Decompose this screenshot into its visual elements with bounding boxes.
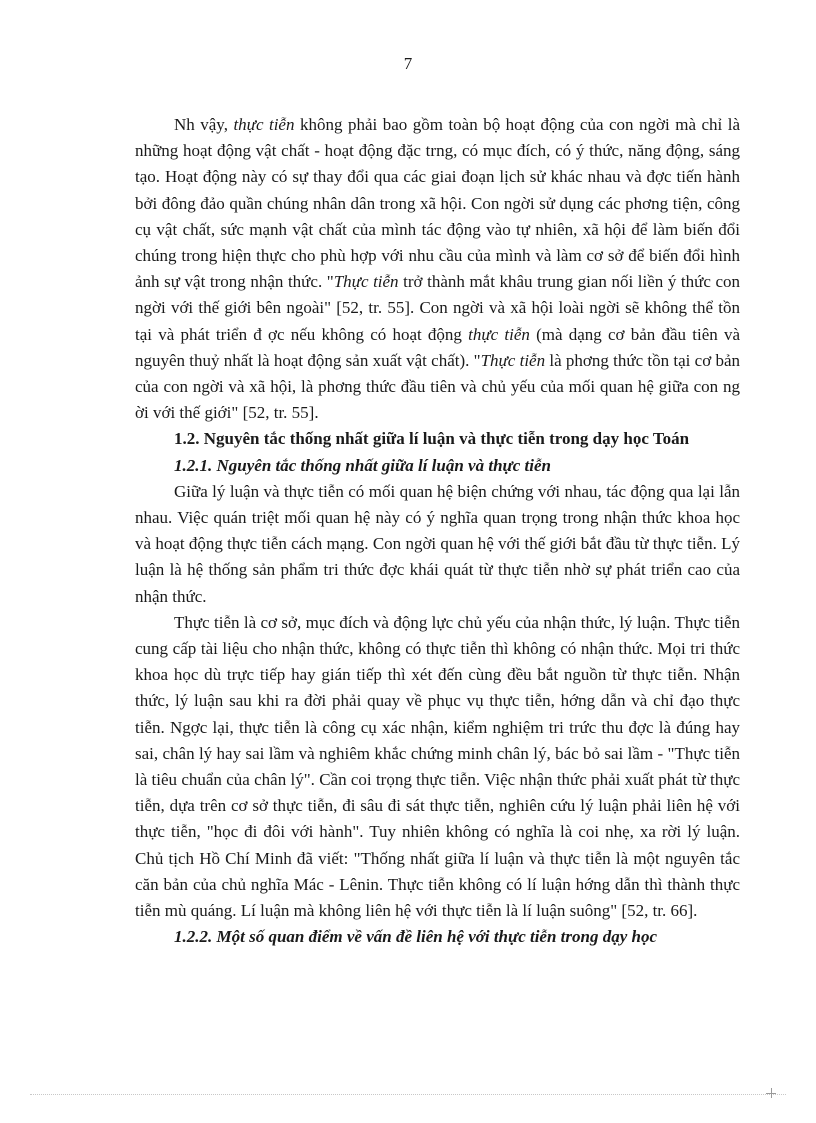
crop-mark-icon — [766, 1088, 776, 1098]
page-bottom-rule — [30, 1094, 786, 1095]
paragraph-practice-definition: Nh vậy, thực tiễn không phải bao gồm toàn bộ hoạt động của con ngời mà chỉ là những hoạt động vật chất - hoạt động đặc trng, có mục đích, có ý thức, năng động, sáng tạo. Hoạt động này có sự thay đổi qua các giai đoạn lịch sử khác nhau và đợc tiến hành bởi đông đảo quần chúng nhân dân trong xã hội. Con ngời sử dụng các phơng tiện, công cụ vật chất, sức mạnh vật chất của mình tác động vào tự nhiên, xã hội để làm biến đổi chúng trong hiện thực cho phù hợp với nhu cầu của mình và làm cơ sở để biến đổi hình ảnh sự vật trong nhận thức. "Thực tiễn trở thành mắt khâu trung gian nối liền ý thức con ngời với thế giới bên ngoài" [52, tr. 55]. Con ngời và xã hội loài ngời sẽ không thể tồn tại và phát triển đ ợc nếu không có hoạt động thực tiễn (mà dạng cơ bản đầu tiên và nguyên thuỷ nhất là hoạt động sản xuất vật chất). "Thực tiễn là phơng thức tồn tại cơ bản của con ngời và xã hội, là phơng thức đầu tiên và chủ yếu của mối quan hệ giữa con ng ời với thế giới" [52, tr. 55]. — [135, 115, 741, 423]
section-heading-1-2: 1.2. Nguyên tắc thống nhất giữa lí luận và thực tiễn trong dạy học Toán — [174, 429, 690, 449]
section-heading-1-2-1: 1.2.1. Nguyên tắc thống nhất giữa lí luận và thực tiễn — [174, 455, 551, 475]
document-body — [135, 112, 740, 951]
section-heading-1-2-2: 1.2.2. Một số quan điểm về vấn đề liên hệ với thực tiễn trong dạy học — [174, 927, 658, 947]
paragraph-theory-practice-relation: Giữa lý luận và thực tiễn có mối quan hệ biện chứng với nhau, tác động qua lại lẫn nhau. Việc quán triệt mối quan hệ này có ý nghĩa quan trọng trong nhận thức khoa học và hoạt động thực tiễn cách mạng. Con ngời quan hệ với thế giới bắt đầu từ thực tiễn. Lý luận là hệ thống sản phẩm tri thức đợc khái quát từ thực tiễn nhờ sự phát triển cao của nhận thức. — [135, 481, 740, 606]
page-number: 7 — [403, 54, 413, 73]
paragraph-practice-basis: Thực tiễn là cơ sở, mục đích và động lực chủ yếu của nhận thức, lý luận. Thực tiễn cung cấp tài liệu cho nhận thức, không có thực tiễn thì không có nhận thức. Mọi tri thức khoa học dù trực tiếp hay gián tiếp thì xét đến cùng đều bắt nguồn từ thực tiễn. Nhận thức, lý luận sau khi ra đời phải quay về phục vụ thực tiễn, hớng dẫn và chỉ đạo thực tiễn. Ngợc lại, thực tiễn là công cụ xác nhận, kiểm nghiệm tri trức thu đợc là đúng hay sai, chân lý hay sai lầm và nghiêm khắc chứng minh chân lý, bác bỏ sai lầm - "Thực tiễn là tiêu chuẩn của chân lý". Cần coi trọng thực tiễn. Việc nhận thức phải xuất phát từ thực tiễn, dựa trên cơ sở thực tiễn, đi sâu đi sát thực tiễn, nghiên cứu lý luận phải liên hệ với thực tiễn, "học đi đôi với hành". Tuy nhiên không có nghĩa là coi nhẹ, xa rời lý luận. Chủ tịch Hồ Chí Minh đã viết: "Thống nhất giữa lí luận và thực tiễn là một nguyên tắc căn bản của chủ nghĩa Mác - Lênin. Thực tiễn không có lí luận hớng dẫn thì thành thực tiễn mù quáng. Lí luận mà không liên hệ với thực tiễn là lí luận suông" [52, tr. 66]. — [135, 612, 740, 921]
